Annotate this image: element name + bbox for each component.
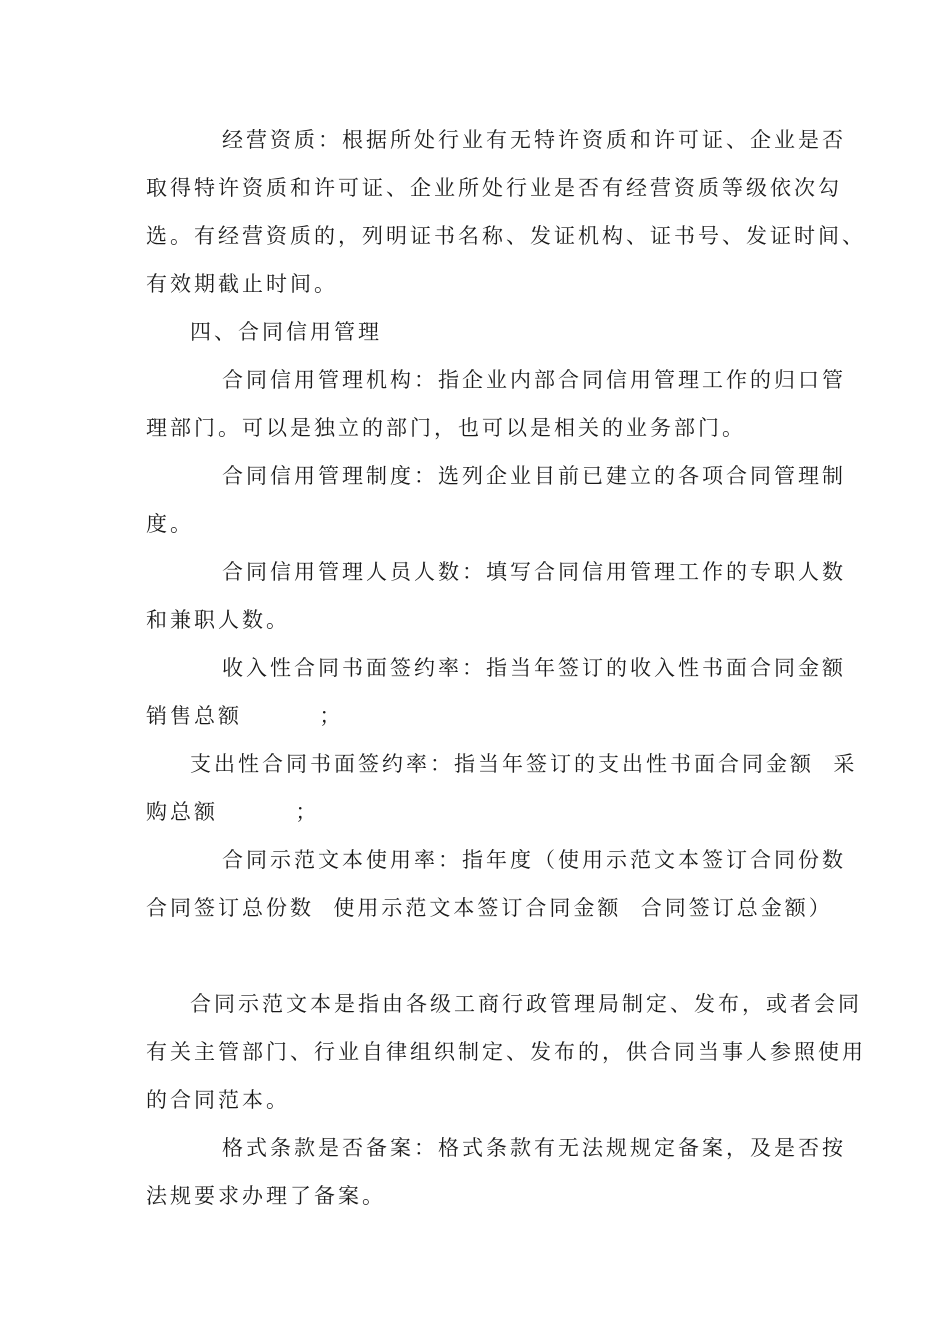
paragraph-income-contract-line-2: 销售总额 ； — [146, 704, 344, 728]
paragraph-expense-contract-line-1: 支出性合同书面签约率：指当年签订的支出性书面合同金额 采 — [190, 752, 858, 776]
paragraph-expense-contract-line-2: 购总额 ； — [146, 800, 320, 824]
paragraph-credit-system-line-1: 合同信用管理制度：选列企业目前已建立的各项合同管理制 — [222, 464, 846, 488]
paragraph-business-qualification-line-4: 有效期截止时间。 — [146, 272, 338, 296]
paragraph-model-text-definition-line-2: 有关主管部门、行业自律组织制定、发布的，供合同当事人参照使用 — [146, 1040, 866, 1064]
paragraph-business-qualification-line-3: 选。有经营资质的，列明证书名称、发证机构、证书号、发证时间、 — [146, 224, 866, 248]
paragraph-model-text-rate-line-2: 合同签订总份数 使用示范文本签订合同金额 合同签订总金额） — [146, 896, 833, 920]
paragraph-credit-agency-line-2: 理部门。可以是独立的部门，也可以是相关的业务部门。 — [146, 416, 746, 440]
paragraph-credit-agency-line-1: 合同信用管理机构：指企业内部合同信用管理工作的归口管 — [222, 368, 846, 392]
paragraph-model-text-definition-line-3: 的合同范本。 — [146, 1088, 290, 1112]
paragraph-model-text-rate-line-1: 合同示范文本使用率：指年度（使用示范文本签订合同份数 — [222, 848, 846, 872]
paragraph-credit-staff-line-2: 和兼职人数。 — [146, 608, 290, 632]
paragraph-business-qualification-line-1: 经营资质：根据所处行业有无特许资质和许可证、企业是否 — [222, 128, 846, 152]
paragraph-format-clause-line-1: 格式条款是否备案：格式条款有无法规规定备案，及是否按 — [222, 1136, 846, 1160]
paragraph-business-qualification-line-2: 取得特许资质和许可证、企业所处行业是否有经营资质等级依次勾 — [146, 176, 842, 200]
section-heading-contract-credit: 四、合同信用管理 — [190, 320, 382, 344]
paragraph-credit-system-line-2: 度。 — [146, 512, 194, 536]
paragraph-income-contract-line-1: 收入性合同书面签约率：指当年签订的收入性书面合同金额 — [222, 656, 846, 680]
paragraph-model-text-definition-line-1: 合同示范文本是指由各级工商行政管理局制定、发布，或者会同 — [190, 992, 862, 1016]
paragraph-format-clause-line-2: 法规要求办理了备案。 — [146, 1184, 386, 1208]
paragraph-credit-staff-line-1: 合同信用管理人员人数：填写合同信用管理工作的专职人数 — [222, 560, 846, 584]
